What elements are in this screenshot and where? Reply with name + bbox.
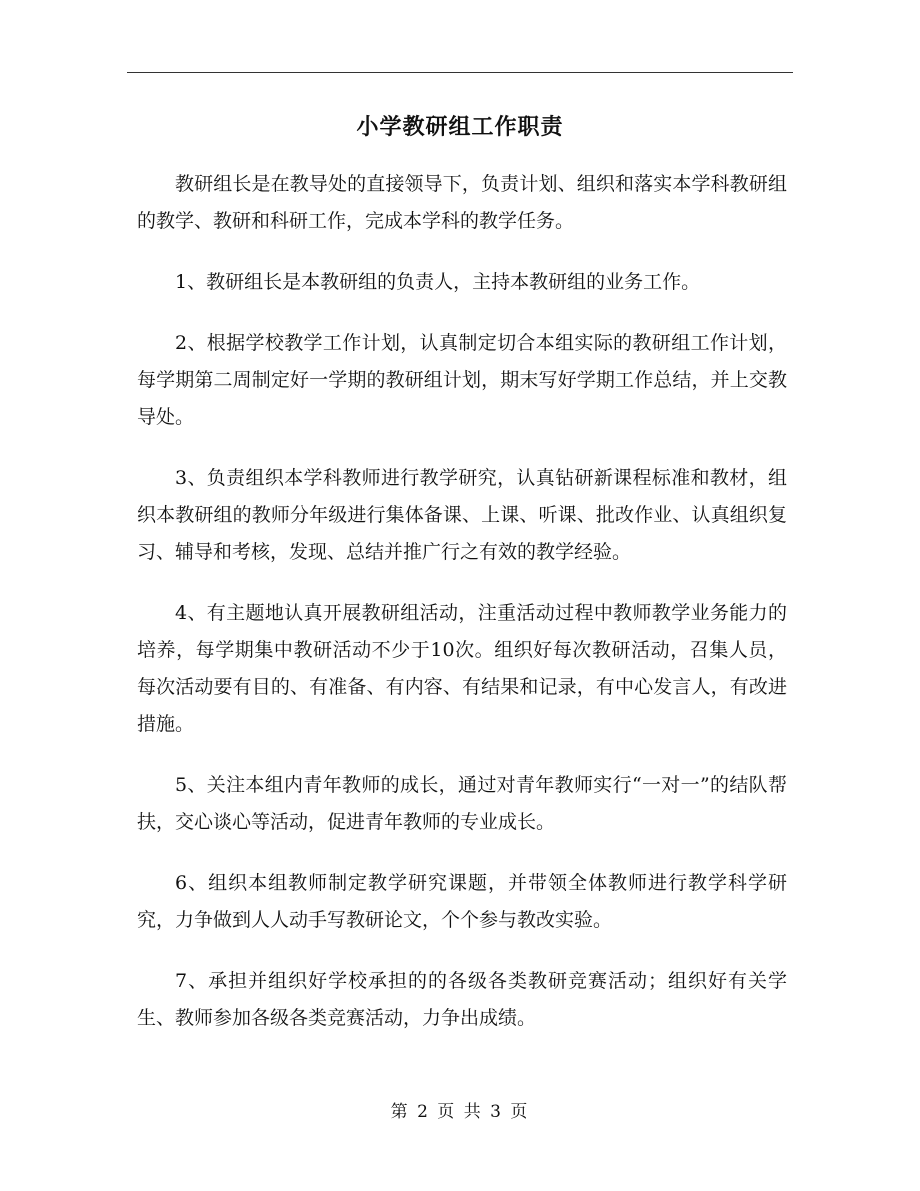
- paragraph-item-4: 4、有主题地认真开展教研组活动，注重活动过程中教师教学业务能力的培养，每学期集中教研活动不少于10次。组织好每次教研活动，召集人员，每次活动要有目的、有准备、有内容、有结果和记录，有中心发言人，有改进措施。: [137, 602, 787, 735]
- paragraph-item-6: 6、组织本组教师制定教学研究课题，并带领全体教师进行教学科学研究，力争做到人人动手写教研论文，个个参与教改实验。: [137, 872, 787, 931]
- paragraph-item-3: 3、负责组织本学科教师进行教学研究，认真钻研新课程标准和教材，组织本教研组的教师分年级进行集体备课、上课、听课、批改作业、认真组织复习、辅导和考核，发现、总结并推广行之有效的教学经验。: [137, 467, 787, 563]
- header-rule: [127, 72, 793, 73]
- paragraph-item-5: 5、关注本组内青年教师的成长，通过对青年教师实行“一对一”的结队帮扶，交心谈心等活动，促进青年教师的专业成长。: [137, 774, 787, 833]
- paragraph-item-7: 7、承担并组织好学校承担的的各级各类教研竞赛活动；组织好有关学生、教师参加各级各类竞赛活动，力争出成绩。: [137, 970, 787, 1029]
- paragraph-item-2: 2、根据学校教学工作计划，认真制定切合本组实际的教研组工作计划，每学期第二周制定好一学期的教研组计划，期末写好学期工作总结，并上交教导处。: [137, 332, 787, 428]
- document-body: [137, 166, 787, 1061]
- document-title: 小学教研组工作职责: [356, 114, 564, 140]
- paragraph-item-1: 1、教研组长是本教研组的负责人，主持本教研组的业务工作。: [175, 271, 701, 293]
- paragraph-intro: 教研组长是在教导处的直接领导下，负责计划、组织和落实本学科教研组的教学、教研和科研工作，完成本学科的教学任务。: [137, 173, 787, 232]
- page-number: 第 2 页 共 3 页: [390, 1102, 530, 1122]
